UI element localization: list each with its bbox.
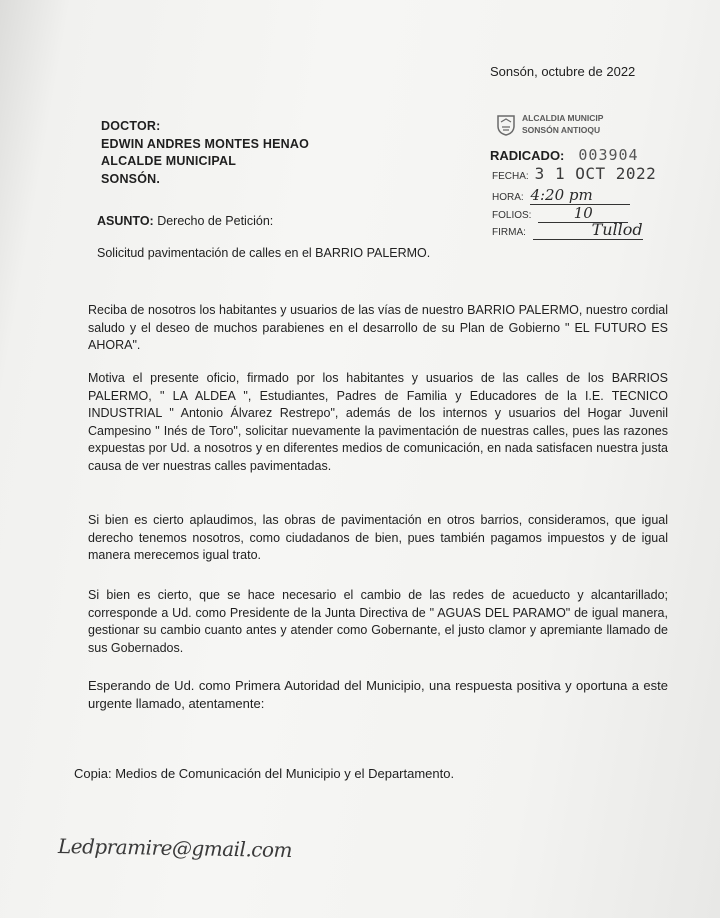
folios-label: FOLIOS: [492, 210, 532, 221]
stamp-organization [522, 112, 603, 136]
stamp-fecha-row [492, 164, 656, 183]
stamp-hora-row [492, 186, 630, 205]
stamp-radicado [490, 146, 639, 164]
stamp-firma-row [492, 220, 643, 240]
firma-signature: Tullod [533, 220, 643, 240]
addressee-city: SONSÓN. [101, 171, 161, 186]
asunto-line [97, 214, 273, 228]
body-paragraph-2: Motiva el presente oficio, firmado por los habitantes y usuarios de las calles de los BARRIOS PALERMO, " LA ALDEA ", Estudiantes, Padres de Familia y Educadores de la I.E. TECNICO INDUSTRIAL " Antonio Álvarez Restrepo", además de los internos y usuarios del Hogar Juvenil Campesino " Inés de Toro", solicitar nuevamente la pavimentación de nuestras calles, pues las razones expuestas por Ud. a nosotros y en diferentes medios de comunicación, en nada satisfacen nuestra justa causa de ver nuestras calles pavimentadas. [88, 371, 668, 473]
letter-date: Sonsón, octubre de 2022 [490, 64, 636, 79]
radicado-label: RADICADO: [490, 148, 565, 163]
hora-label: HORA: [492, 192, 524, 203]
asunto-label: ASUNTO: [97, 214, 154, 228]
municipal-seal-icon [496, 114, 516, 136]
asunto-text: Derecho de Petición: [157, 214, 274, 228]
body-paragraph-5: Esperando de Ud. como Primera Autoridad del Municipio, una respuesta positiva y oportuna a este urgente llamado, atentamente: [88, 678, 668, 711]
fecha-label: FECHA: [492, 171, 529, 182]
handwritten-email: Ledpramire@gmail.com [57, 833, 293, 863]
hora-value: 4:20 pm [530, 186, 630, 205]
subject-line: Solicitud pavimentación de calles en el BARRIO PALERMO. [97, 246, 431, 260]
addressee-position: ALCALDE MUNICIPAL [101, 154, 237, 168]
folios-value: 10 [538, 204, 628, 223]
body-paragraph-1: Reciba de nosotros los habitantes y usuarios de las vías de nuestro BARRIO PALERMO, nuestro cordial saludo y el deseo de muchos parabienes en el desarrollo de su Plan de Gobierno " EL FUTURO ES AHORA". [88, 303, 668, 352]
addressee-block [101, 118, 309, 188]
firma-label: FIRMA: [492, 227, 526, 238]
reception-stamp [490, 108, 680, 238]
stamp-org-line1: ALCALDIA MUNICIP [522, 113, 604, 123]
addressee-title: DOCTOR: [101, 119, 161, 133]
body-paragraph-4: Si bien es cierto, que se hace necesario el cambio de las redes de acueducto y alcantarillado; corresponde a Ud. como Presidente de la Junta Directiva de " AGUAS DEL PARAMO" de igual manera, gestionar su cambio cuanto antes y atender como Gobernante, el justo clamor y apremiante llamado de sus Gobernados. [88, 588, 668, 655]
stamp-org-line2: SONSÓN ANTIOQU [522, 125, 601, 135]
radicado-number: 003904 [578, 146, 639, 164]
body-paragraph-3: Si bien es cierto aplaudimos, las obras de pavimentación en otros barrios, consideramos, que igual derecho tenemos nosotros, como ciudadanos de bien, pues también pagamos impuestos y de igual manera merecemos igual trato. [88, 513, 668, 562]
fecha-value: 3 1 OCT 2022 [534, 164, 657, 183]
copy-note: Copia: Medios de Comunicación del Municipio y el Departamento. [74, 766, 455, 781]
addressee-name: EDWIN ANDRES MONTES HENAO [101, 136, 310, 151]
